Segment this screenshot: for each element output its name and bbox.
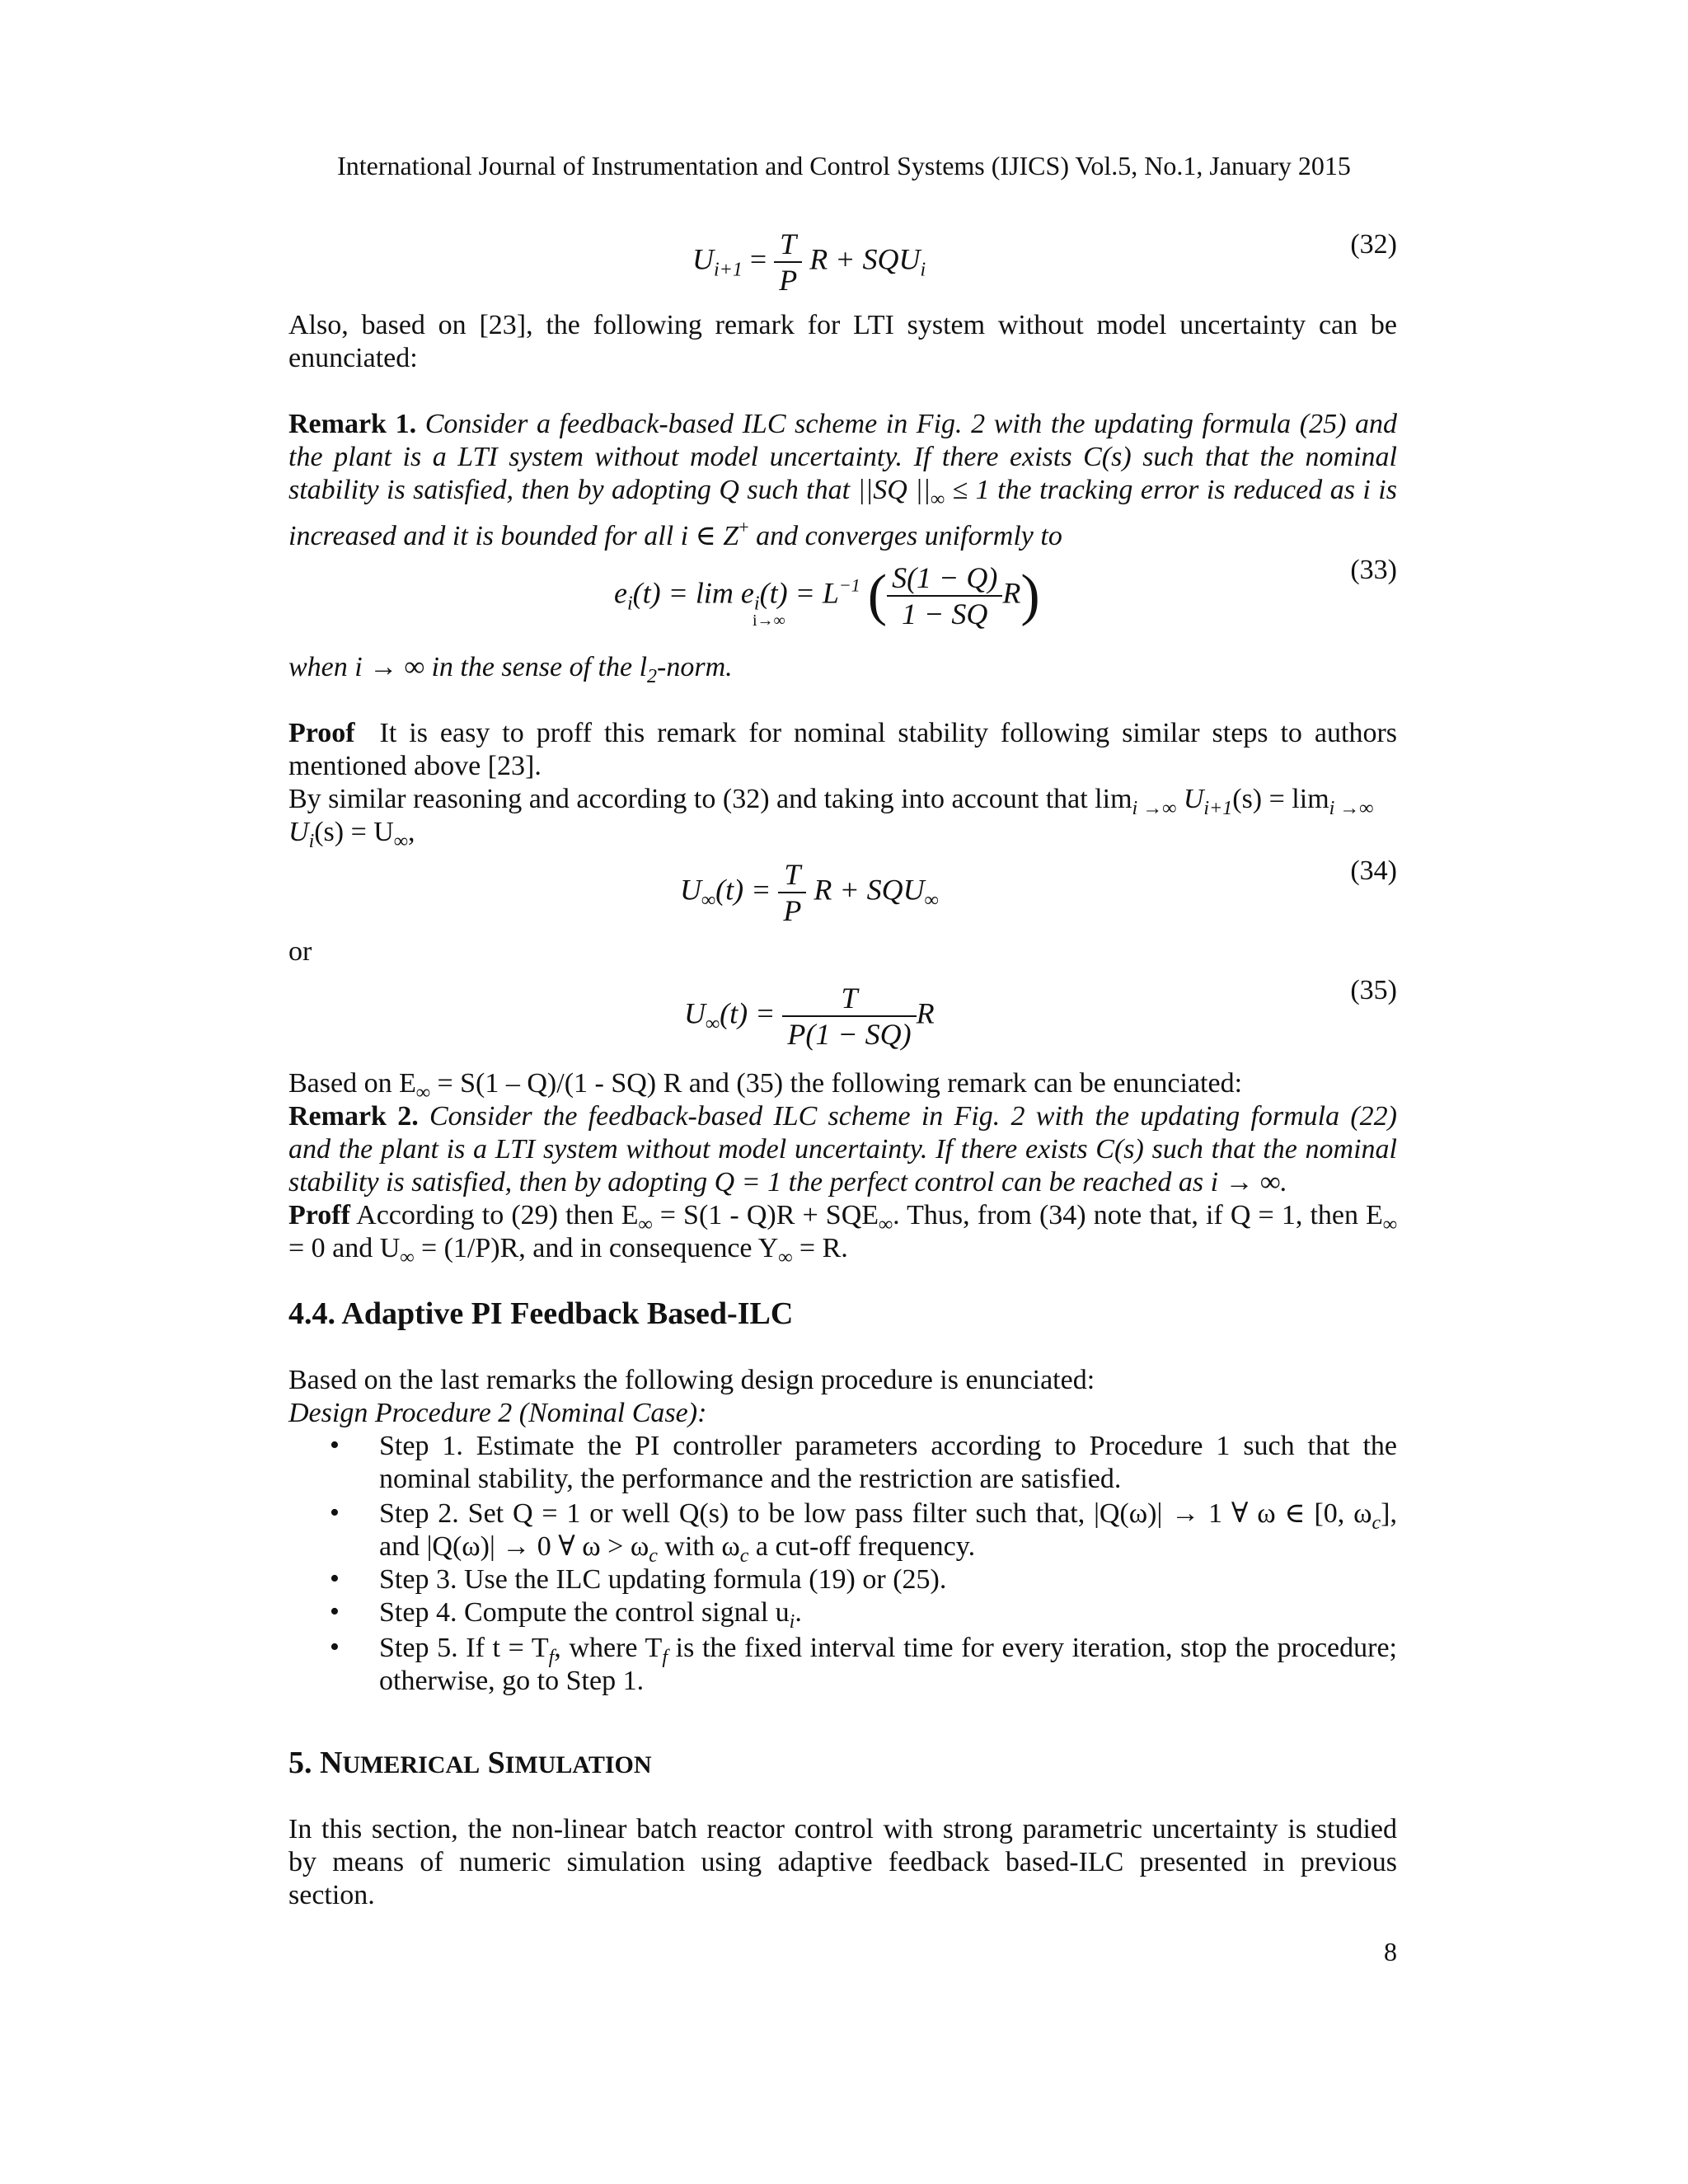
limit-subscript: i→∞ (753, 612, 785, 630)
remark-2-line: stability is satisfied, then by adopting Q = 1 the perfect control can be reached as i → ∞. (288, 1167, 1287, 1197)
remark-2-line: and the plant is a LTI system without model uncertainty. If there exists C(s) such that the nominal (288, 1134, 1397, 1165)
equation-number: (33) (1350, 555, 1397, 585)
equation-32: $U_{i+1}$ = $\frac{T}{P}$ $R + SQU_i$ (692, 227, 926, 297)
proof-line: mentioned above [23]. (288, 751, 542, 781)
list-item: Step 5. If $t = T_f$, where $T_f$ is the fixed interval time for every iteration, stop the procedure; (379, 1633, 1397, 1668)
paragraph-line: Based on the last remarks the following design procedure is enunciated: (288, 1365, 1095, 1395)
proof-line: $U_i(s) = U_\infty$, (288, 817, 415, 852)
equation-33: $e_i(t) = \lim e_i(t) = L^{-1}$ ( $\frac{S(1 - Q)}{1 - SQ}$ R) (614, 561, 1040, 630)
paragraph-line: by means of numeric simulation using adaptive feedback based-ILC presented in previous (288, 1847, 1397, 1877)
list-item: Step 3. Use the ILC updating formula (19) or (25). (379, 1564, 947, 1595)
paragraph-line: section. (288, 1880, 375, 1910)
proof-line: Proof It is easy to proff this remark for nominal stability following similar steps to authors (288, 718, 1397, 748)
equation-number: (35) (1350, 975, 1397, 1005)
remark-1-line: Remark 1. Consider a feedback-based ILC scheme in Fig. 2 with the updating formula (25) and (288, 409, 1398, 439)
equation-35: $U_\infty(t)$ = $\frac{T}{P(1 - SQ)}$ R (684, 982, 935, 1051)
list-item: otherwise, go to Step 1. (379, 1666, 645, 1696)
list-item: nominal stability, the performance and the restriction are satisfied. (379, 1464, 1122, 1494)
remark-1-line: increased and it is bounded for all i ∈ Z+ and converges uniformly to (288, 517, 1062, 551)
equation-number: (32) (1350, 229, 1397, 260)
paragraph-line: enunciated: (288, 343, 418, 373)
paragraph-line: Based on $E_\infty = S(1 - Q)/(1 - SQ)$ R and (35) the following remark can be enunciated: (288, 1068, 1243, 1104)
remark-2-line: Remark 2. Consider the feedback-based ILC scheme in Fig. 2 with the updating formula (22) (288, 1101, 1398, 1132)
bullet: • (330, 1632, 340, 1662)
page-number: 8 (1384, 1937, 1397, 1966)
proff-line: = 0 and $U_\infty = (1/P)R$, and in consequence $Y_\infty = R$. (288, 1233, 848, 1268)
list-item: Step 2. Set Q = 1 or well Q(s) to be low pass filter such that, |Q(ω)| → 1 ∀ ω ∈ [0, $\omega_c$], (379, 1498, 1397, 1534)
section-heading: 4.4. Adaptive PI Feedback Based-ILC (288, 1296, 794, 1331)
list-item: Step 4. Compute the control signal $u_i$. (379, 1597, 802, 1633)
list-item: Step 1. Estimate the PI controller parameters according to Procedure 1 such that the (379, 1431, 1397, 1461)
section-heading: 5. NUMERICAL SIMULATION (288, 1746, 652, 1780)
paragraph-line: In this section, the non-linear batch reactor control with strong parametric uncertainty is studied (288, 1814, 1397, 1844)
running-header: International Journal of Instrumentation and Control Systems (IJICS) Vol.5, No.1, January 2015 (337, 151, 1351, 180)
list-item: and |Q(ω)| → 0 ∀ $\omega > \omega_c$ with $\omega_c$ a cut-off frequency. (379, 1531, 976, 1567)
equation-number: (34) (1350, 855, 1397, 886)
bullet: • (330, 1497, 340, 1528)
bullet: • (330, 1563, 340, 1594)
bullet: • (330, 1430, 340, 1460)
remark-1-line: stability is satisfied, then by adopting Q such that ||SQ $||_\infty \le 1$ the tracking error is reduced as i is (288, 475, 1397, 510)
bullet: • (330, 1596, 340, 1627)
paragraph-line: or (288, 936, 312, 967)
design-procedure-title: Design Procedure 2 (Nominal Case): (288, 1398, 707, 1428)
proff-line: Proff According to (29) then $E_\infty = S(1 - Q)R + SQE_\infty$. Thus, from (34) note that, if Q = 1, then $E_\infty$ (288, 1200, 1397, 1235)
equation-34: $U_\infty(t)$ = $\frac{T}{P}$ $R + SQU_\infty$ (680, 858, 939, 927)
proof-line: By similar reasoning and according to (32) and taking into account that $\lim_{i \to\infty} U_{i+1}(s) = \lim_{i \to\infty}$ (288, 784, 1374, 819)
paragraph-line: when i → ∞ in the sense of the $l_2$-norm. (288, 652, 733, 687)
remark-1-line: the plant is a LTI system without model uncertainty. If there exists C(s) such that the nominal (288, 442, 1397, 472)
paragraph-line: Also, based on [23], the following remark for LTI system without model uncertainty can be (288, 310, 1397, 340)
